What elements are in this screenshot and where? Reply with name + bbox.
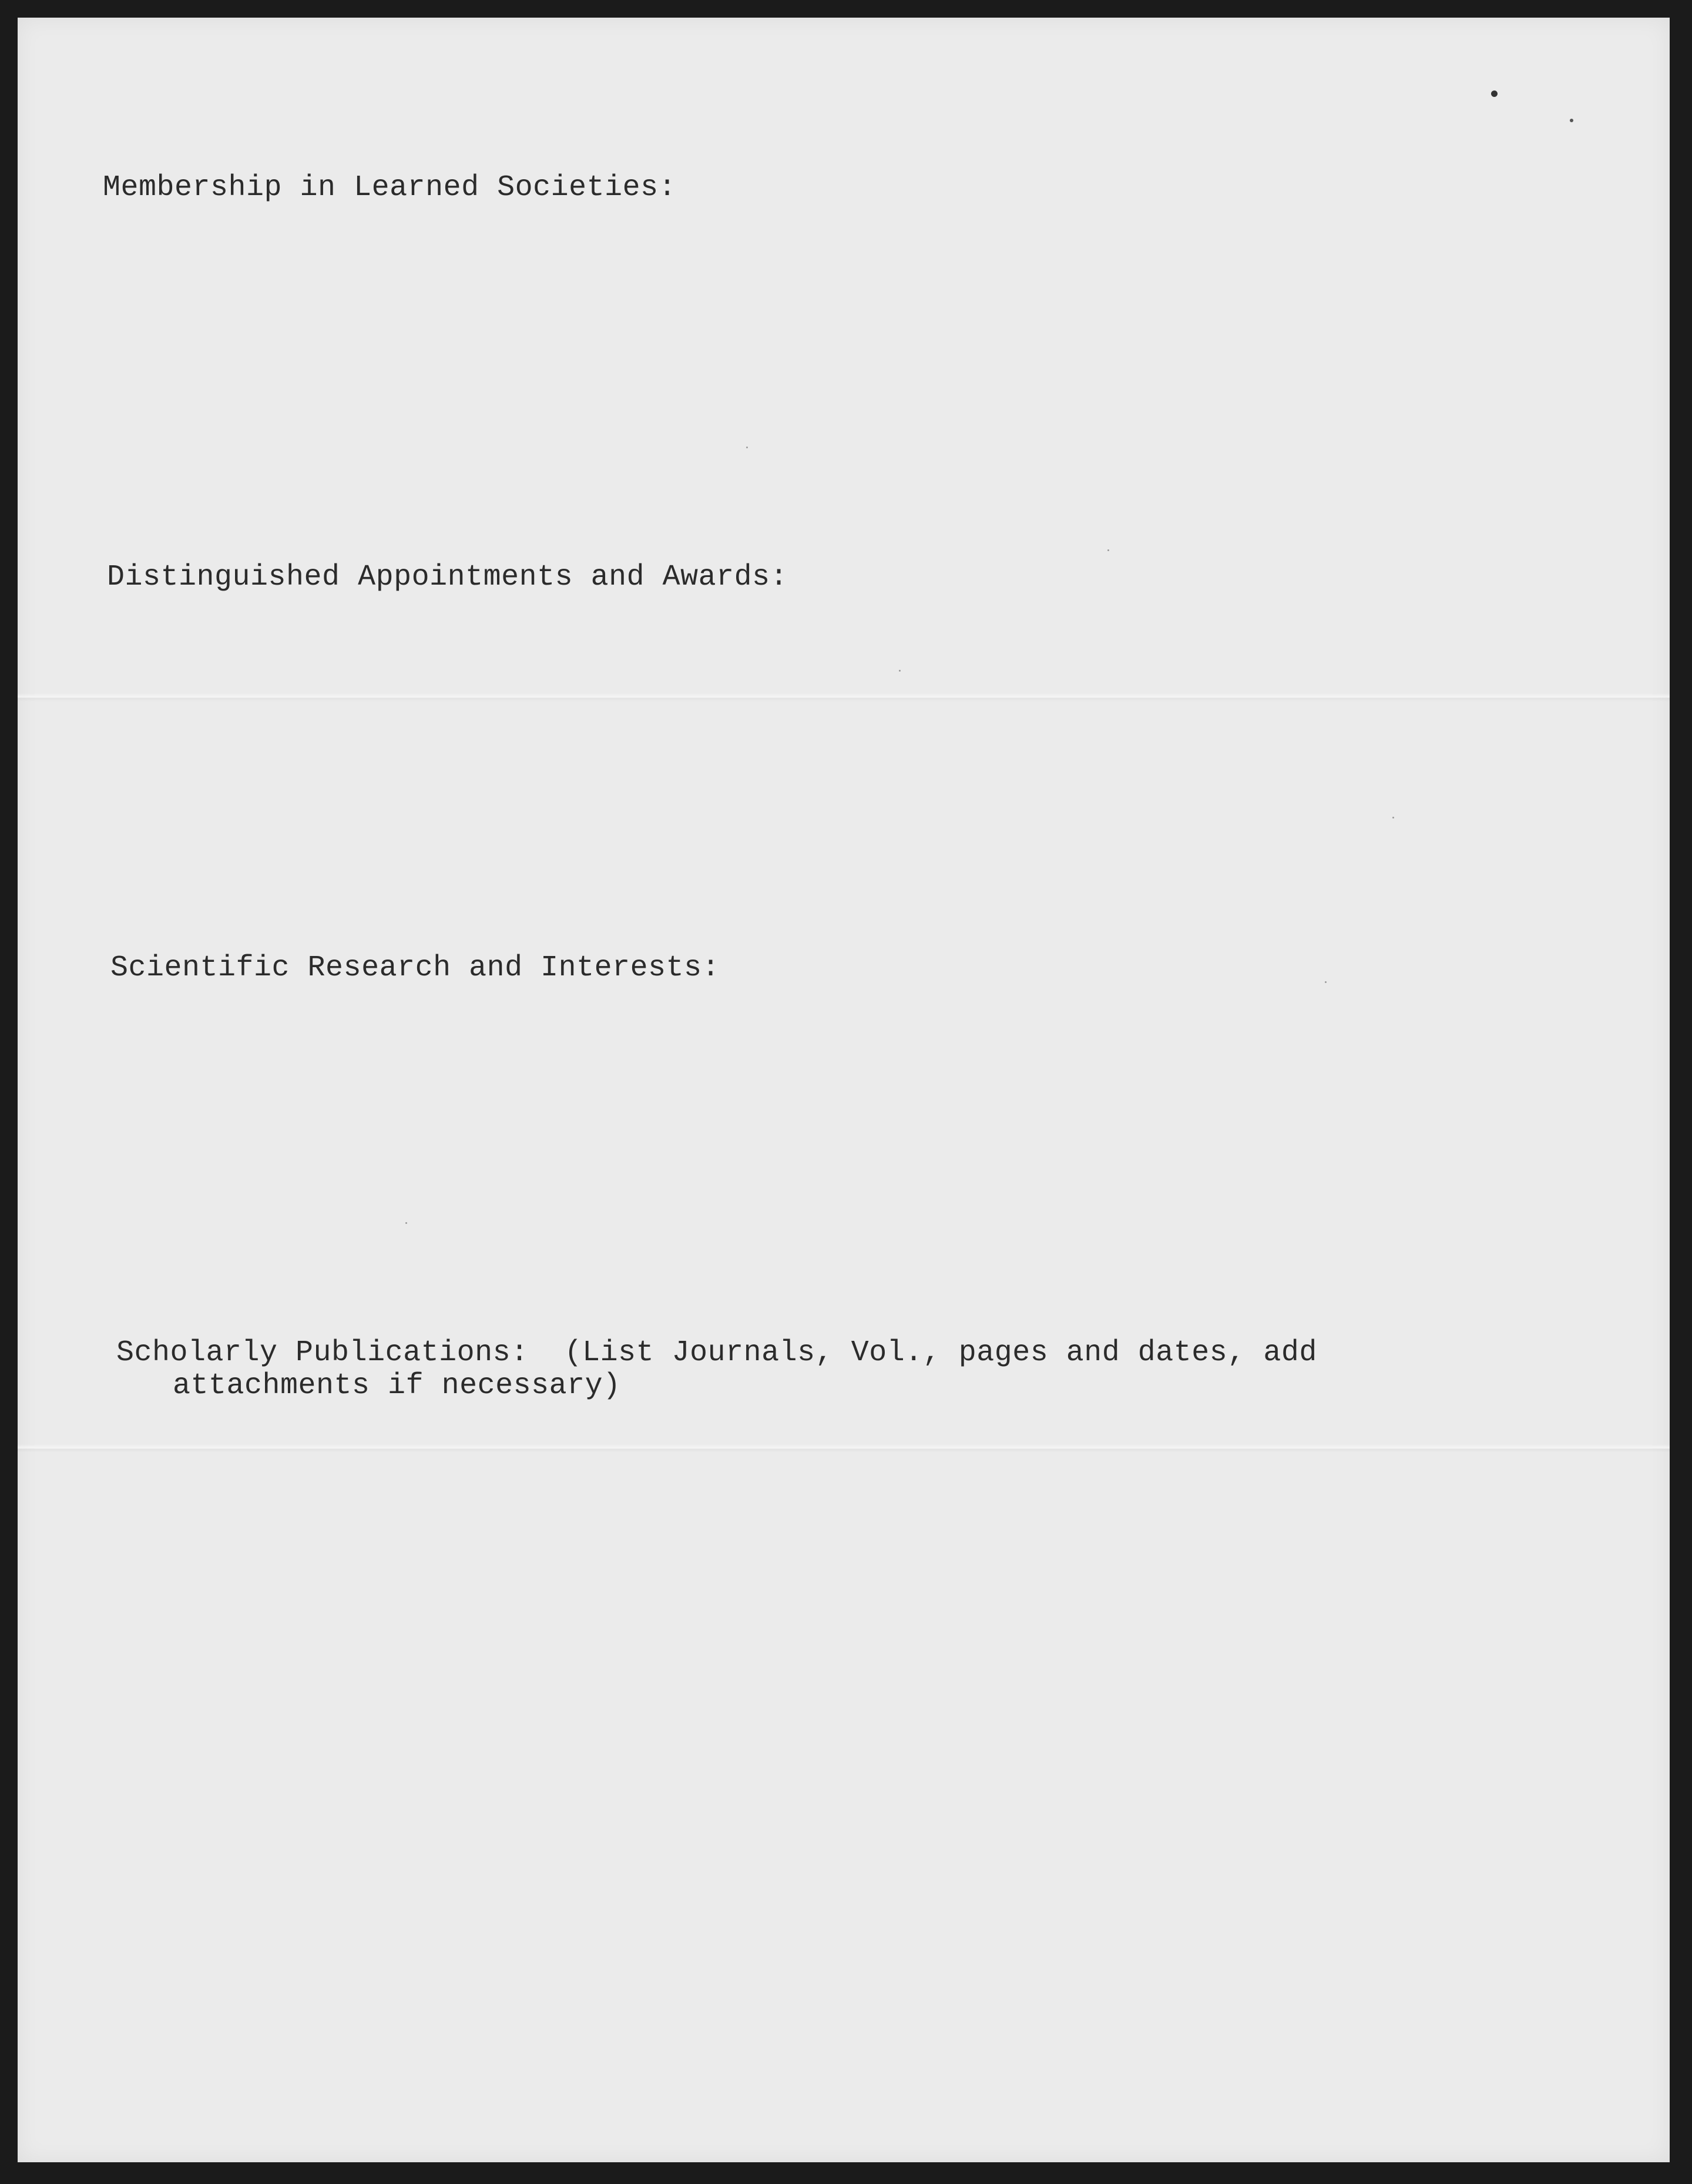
fold-crease <box>18 693 1670 702</box>
paper-speck <box>899 670 901 672</box>
paper-blemish <box>1491 90 1498 97</box>
scientific-research-interests-label: Scientific Research and Interests: <box>110 951 720 985</box>
document-page <box>18 18 1670 2162</box>
membership-learned-societies-label: Membership in Learned Societies: <box>103 171 677 204</box>
paper-speck <box>1107 549 1109 551</box>
paper-speck <box>1392 817 1394 818</box>
paper-blemish <box>1570 119 1573 122</box>
fold-crease <box>18 1444 1670 1452</box>
scholarly-publications-line-1: Scholarly Publications: (List Journals, Vol., pages and dates, add <box>116 1336 1317 1370</box>
paper-speck <box>1325 981 1327 983</box>
distinguished-appointments-awards-label: Distinguished Appointments and Awards: <box>107 561 788 594</box>
paper-speck <box>746 447 748 448</box>
scholarly-publications-line-2: attachments if necessary) <box>173 1369 621 1403</box>
paper-speck <box>405 1222 407 1224</box>
scholarly-publications-label <box>116 1337 1317 1403</box>
